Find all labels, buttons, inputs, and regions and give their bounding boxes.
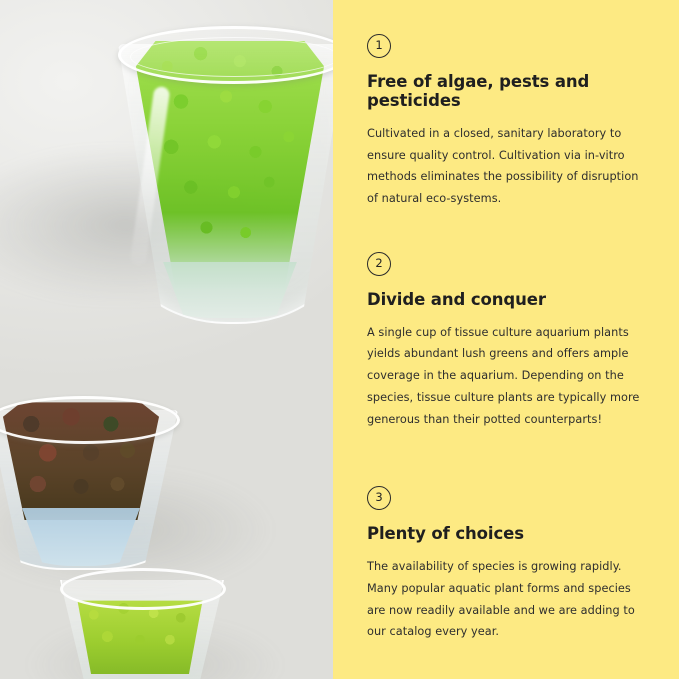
feature-body-3: The availability of species is growing rapidly. Many popular aquatic plant forms and species are now readily available and we are adding to our catalog every year. [367,560,635,639]
feature-list-panel [333,0,679,679]
feature-number-badge-2: 2 [367,252,391,276]
feature-item-3 [367,486,645,643]
feature-body-1: Cultivated in a closed, sanitary laboratory to ensure quality control. Cultivation via in-vitro methods eliminates the possibility of disruption of natural eco-systems. [367,127,639,206]
cup-rim-inner [130,37,333,77]
feature-title-3: Plenty of choices [367,524,524,544]
feature-body-2: A single cup of tissue culture aquarium plants yields abundant lush greens and offers ample coverage in the aquarium. Depending on the species, tissue culture plants are typically more generous than their potted counterparts! [367,325,640,426]
feature-item-2 [367,252,645,430]
feature-number-badge-1: 1 [367,34,391,58]
feature-title-2: Divide and conquer [367,289,546,309]
moss-plant-cup [60,568,220,679]
feature-item-1 [367,34,645,210]
red-brown-plant-cup [0,396,174,572]
product-photo [0,0,333,679]
cup-rim [60,568,226,610]
cup-rim [118,26,333,84]
feature-title-1: Free of algae, pests and pesticides [367,72,590,110]
feature-number-badge-3: 3 [367,486,391,510]
bright-green-plant-cup [118,26,333,326]
